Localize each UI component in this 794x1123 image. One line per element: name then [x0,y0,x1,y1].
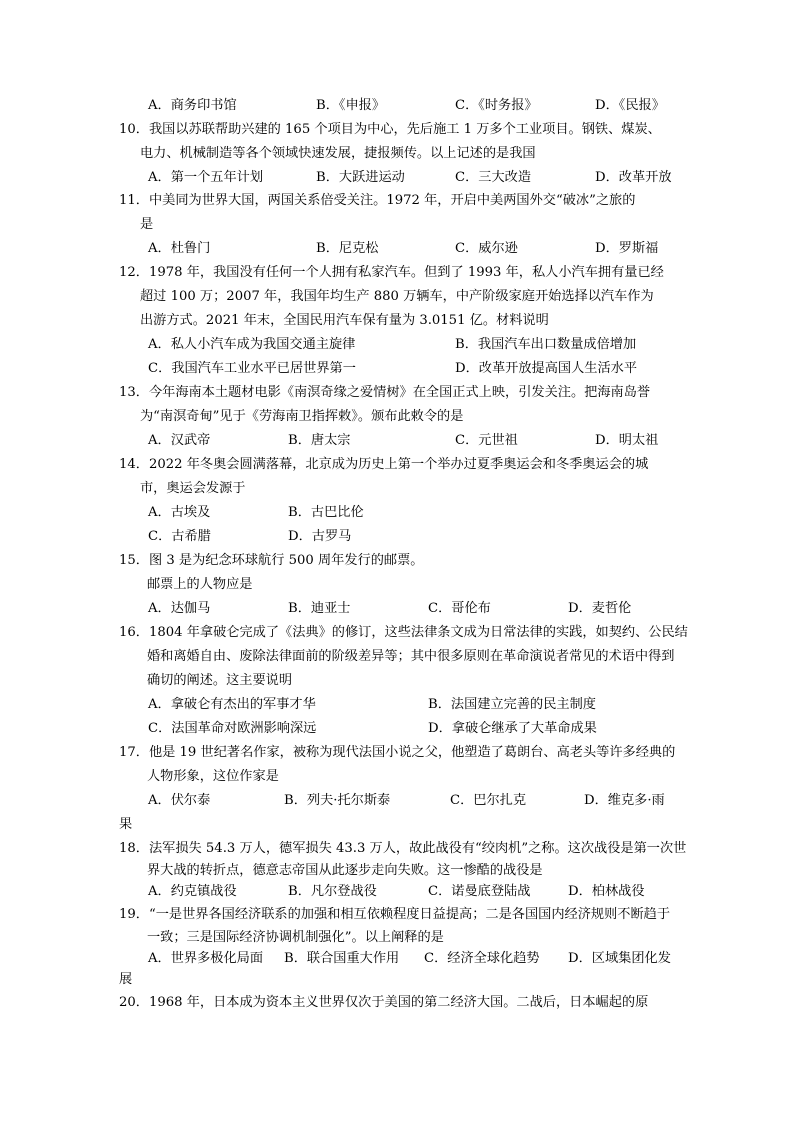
q16-option-c: C．法国革命对欧洲影响深远 [148,721,317,736]
q11-stem-line-2: 是 [140,217,154,232]
q15-option-c: C．哥伦布 [428,601,491,616]
q14-stem-line-2: 市，奥运会发源于 [140,481,246,496]
q10-option-b: B．大跃进运动 [316,170,405,185]
q19-option-b: B．联合国重大作用 [284,951,400,966]
q10-option-a: A．第一个五年计划 [148,170,264,185]
q9-option-d: D．《民报》 [595,98,665,113]
q19-option-d-wrap: 展 [119,972,133,987]
q13-stem-line-1: 13．今年海南本土题材电影《南溟奇缘之爱情树》在全国正式上映，引发关注。把海南岛誉 [119,385,651,400]
q18-option-b: B．凡尔登战役 [288,884,377,899]
q10-stem-line-2: 电力、机械制造等各个领域快速发展，捷报频传。以上记述的是我国 [140,146,536,161]
q13-stem-line-2: 为“南溟奇甸”见于《劳海南卫指挥敕》。颁布此敕令的是 [140,409,464,424]
q9-option-c: C．《时务报》 [455,98,538,113]
q14-option-b: B．古巴比伦 [288,505,364,520]
q14-option-d: D．古罗马 [288,529,352,544]
q11-option-a: A．杜鲁门 [148,241,211,256]
q17-stem-line-1: 17．他是 19 世纪著名作家，被称为现代法国小说之父，他塑造了葛朗台、高老头等许多经典的 [119,745,676,760]
q11-option-d: D．罗斯福 [595,241,659,256]
q18-stem-line-1: 18．法军损失 54.3 万人，德军损失 43.3 万人，故此战役有“绞肉机”之称。这次战役是第一次世 [119,841,687,856]
q19-stem-line-1: 19．“一是世界各国经济联系的加强和相互依赖程度日益提高；二是各国国内经济规则不断趋于 [119,907,671,922]
q12-stem-line-2: 超过 100 万；2007 年，我国年均生产 880 万辆车，中产阶级家庭开始选择以汽车作为 [140,289,654,304]
q16-option-d: D．拿破仑继承了大革命成果 [428,721,597,736]
q20-stem-line-1: 20．1968 年，日本成为资本主义世界仅次于美国的第二经济大国。二战后，日本崛起的原 [119,995,649,1010]
q13-option-c: C．元世祖 [455,433,518,448]
q18-option-c: C．诺曼底登陆战 [428,884,531,899]
q11-option-c: C．威尔逊 [455,241,518,256]
q15-stem-line-1: 15．图 3 是为纪念环球航行 500 周年发行的邮票。 [119,553,424,568]
q12-stem-line-1: 12．1978 年，我国没有任何一个人拥有私家汽车。但到了 1993 年，私人小汽车拥有量已经 [119,265,664,280]
q15-stem-line-2: 邮票上的人物应是 [147,577,253,592]
q14-option-c: C．古希腊 [148,529,211,544]
q19-option-d: D．区域集团化发 [568,951,671,966]
q19-stem-line-2: 一致；三是国际经济协调机制强化”。以上阐释的是 [147,930,444,945]
q13-option-b: B．唐太宗 [288,433,351,448]
q16-stem-line-1: 16．1804 年拿破仑完成了《法典》的修订，这些法律条文成为日常法律的实践，如契约、公民结 [119,625,688,640]
q14-option-a: A．古埃及 [148,505,211,520]
q9-option-b: B．《申报》 [316,98,386,113]
q19-option-c: C．经济全球化趋势 [424,951,540,966]
q10-option-c: C．三大改造 [455,170,532,185]
q12-option-d: D．改革开放提高国人生活水平 [455,361,638,376]
q10-stem-line-1: 10．我国以苏联帮助兴建的 165 个项目为中心，先后施工 1 万多个工业项目。钢铁、煤炭、 [119,122,661,137]
q19-option-a: A．世界多极化局面 [148,951,264,966]
q15-option-d: D．麦哲伦 [568,601,632,616]
q17-option-d-wrap: 果 [119,817,133,832]
q9-option-a: A．商务印书馆 [148,98,237,113]
q11-stem-line-1: 11．中美同为世界大国，两国关系倍受关注。1972 年，开启中美两国外交“破冰”之旅的 [119,193,636,208]
q13-option-d: D．明太祖 [595,433,659,448]
q15-option-a: A．达伽马 [148,601,211,616]
q14-stem-line-1: 14．2022 年冬奥会圆满落幕，北京成为历史上第一个举办过夏季奥运会和冬季奥运会的城 [119,457,649,472]
q16-option-b: B．法国建立完善的民主制度 [428,697,596,712]
q12-stem-line-3: 出游方式。2021 年末，全国民用汽车保有量为 3.0151 亿。材料说明 [140,313,549,328]
q17-option-a: A．伏尔泰 [148,793,211,808]
q11-option-b: B．尼克松 [316,241,379,256]
q16-stem-line-2: 婚和离婚自由、废除法律面前的阶级差异等；其中很多原则在革命演说者常见的术语中得到 [147,649,675,664]
q17-option-d: D．维克多·雨 [584,793,665,808]
q16-option-a: A．拿破仑有杰出的军事才华 [148,697,316,712]
q18-stem-line-2: 界大战的转折点，德意志帝国从此逐步走向失败。这一惨酷的战役是 [147,863,543,878]
q12-option-a: A．私人小汽车成为我国交通主旋律 [148,337,356,352]
q18-option-a: A．约克镇战役 [148,884,237,899]
q13-option-a: A．汉武帝 [148,433,211,448]
q16-stem-line-3: 确切的阐述。这主要说明 [147,673,293,688]
q17-stem-line-2: 人物形象，这位作家是 [147,769,279,784]
q17-option-c: C．巴尔扎克 [450,793,527,808]
q12-option-c: C．我国汽车工业水平已居世界第一 [148,361,356,376]
q17-option-b: B．列夫·托尔斯泰 [284,793,391,808]
q10-option-d: D．改革开放 [595,170,672,185]
q12-option-b: B．我国汽车出口数量成倍增加 [455,337,637,352]
q18-option-d: D．柏林战役 [568,884,645,899]
q15-option-b: B．迪亚士 [288,601,351,616]
